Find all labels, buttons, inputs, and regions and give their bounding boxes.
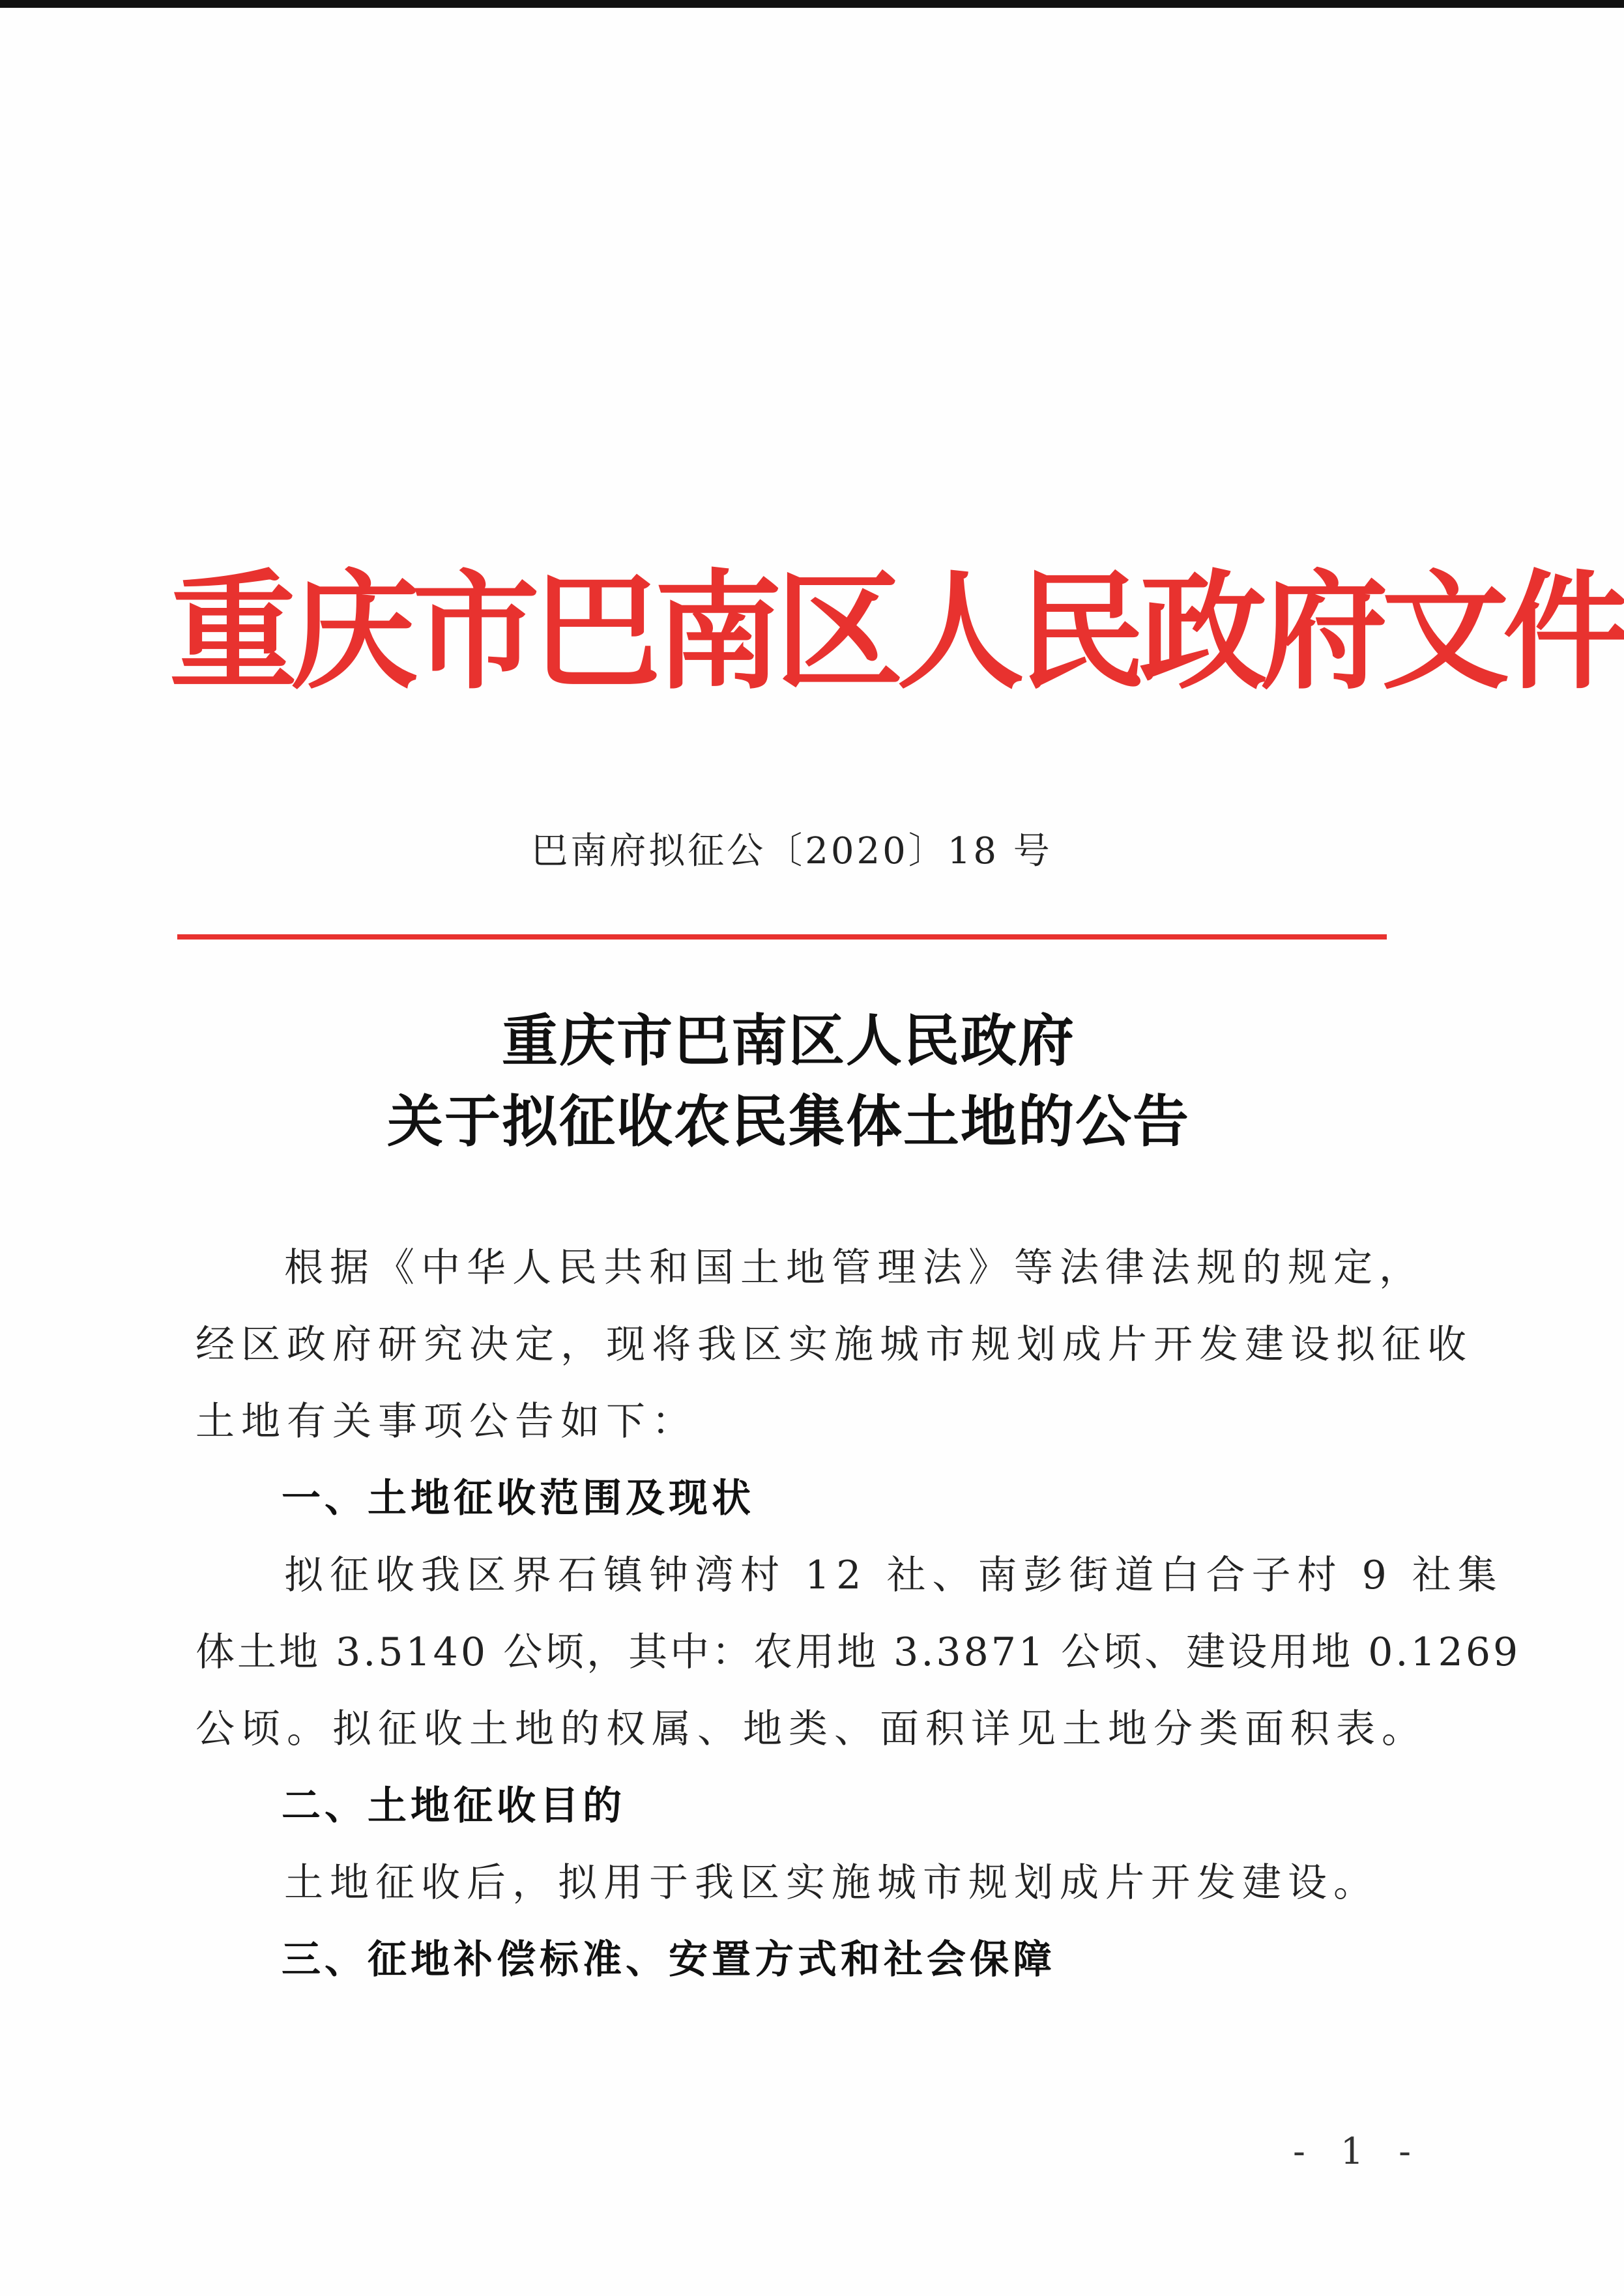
page-number: - 1 -: [1293, 2131, 1423, 2173]
intro-line2: 经区政府研究决定，现将我区实施城市规划成片开发建设拟征收: [196, 1322, 1473, 1368]
red-divider: [177, 934, 1387, 940]
section3-heading: 三、征地补偿标准、安置方式和社会保障: [282, 1937, 1056, 1983]
section1-line1: 拟征收我区界石镇钟湾村 12 社、南彭街道白合子村 9 社集: [284, 1553, 1503, 1598]
intro-line3: 土地有关事项公告如下：: [196, 1399, 697, 1444]
section2-line1: 土地征收后，拟用于我区实施城市规划成片开发建设。: [284, 1860, 1379, 1906]
section1-line2: 体土地 3.5140 公顷，其中：农用地 3.3871 公顷、建设用地 0.1269: [196, 1629, 1521, 1675]
notice-title-line2: 关于拟征收农民集体土地的公告: [387, 1089, 1190, 1155]
notice-title-line1: 重庆市巴南区人民政府: [502, 1009, 1075, 1074]
section1-line3: 公顷。拟征收土地的权属、地类、面积详见土地分类面积表。: [196, 1706, 1427, 1752]
scan-edge: [0, 0, 1624, 8]
section2-heading: 二、土地征收目的: [282, 1783, 626, 1829]
intro-line1: 根据《中华人民共和国土地管理法》等法律法规的规定，: [284, 1245, 1425, 1291]
header-title: 重庆市巴南区人民政府文件: [169, 557, 1624, 707]
section1-heading: 一、土地征收范围及现状: [282, 1476, 755, 1521]
document-number: 巴南府拟征公〔2020〕18 号: [531, 830, 1052, 872]
